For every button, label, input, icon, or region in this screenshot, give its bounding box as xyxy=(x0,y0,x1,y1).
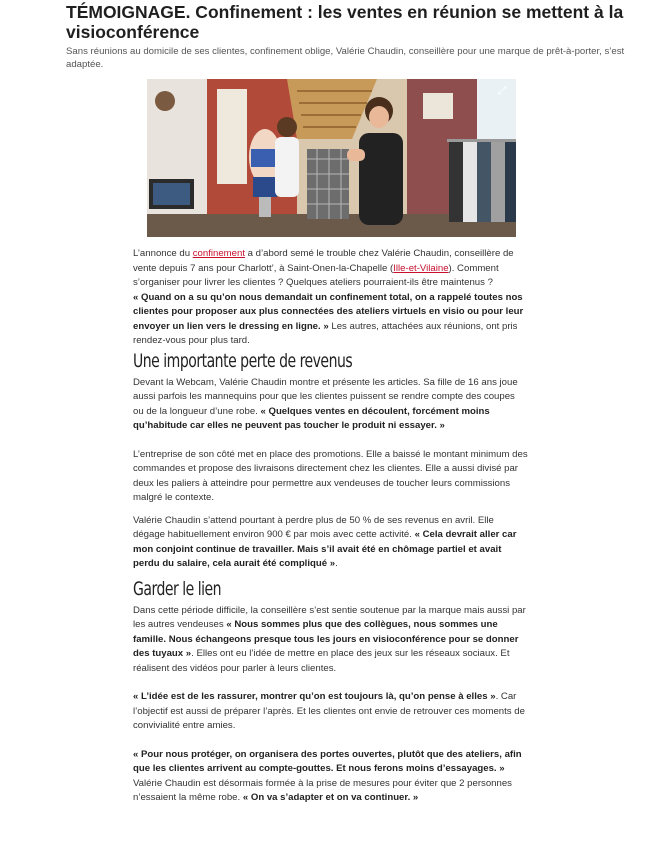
photo-illustration xyxy=(147,79,516,237)
p7-quote: « L’idée est de les rassurer, montrer qu’on est toujours là, qu’on pense à elles » xyxy=(133,691,496,702)
paragraph-6 xyxy=(133,604,528,677)
heading-wrapper-1 xyxy=(133,350,528,376)
section-heading-lien: Garder le lien xyxy=(133,577,222,600)
p8-quote-2: « On va s’adapter et on va continuer. » xyxy=(242,792,419,803)
paragraph-5 xyxy=(133,514,528,572)
p1-text-post: ). Comment s’organiser pour livrer les clientes ? Quelques ateliers pourraient-ils être maintenus ? xyxy=(133,262,499,288)
p2-quote: « Quand on a su qu’on nous demandait un confinement total, on a rappelé toutes nos clientes pour proposer aux plus connectées des ateliers virtuels en visio ou pour leur envoyer un lien vers le dressing en ligne. » xyxy=(133,291,524,332)
p6-text-rest: . Elles ont eu l’idée de mettre en place des jeux sur les réseaux sociaux. Et réalisent des vidéos pour parler à leurs clientes. xyxy=(133,648,510,674)
p5-quote: « Cela devrait aller car mon conjoint continue de travailler. Mais s’il avait été en chômage partiel et avait perdu du salaire, cela aurait été compliqué » xyxy=(133,529,517,569)
link-confinement[interactable]: confinement xyxy=(192,248,246,259)
link-ille-et-vilaine[interactable]: Ille-et-Vilaine xyxy=(393,262,449,274)
p5-end: . xyxy=(335,558,338,569)
paragraph-2 xyxy=(133,291,528,349)
p3-text: Devant la Webcam, Valérie Chaudin montre et présente les articles. Sa fille de 16 ans joue aussi parfois les mannequins pour que les clientes puissent se rendre compte des coupes ou de la longueur d’une robe. xyxy=(133,376,518,417)
article-lead: Sans réunions au domicile de ses clientes, confinement oblige, Valérie Chaudin, conseillère pour une marque de prêt-à-porter, s’est adaptée. xyxy=(66,46,625,70)
article-title: TÉMOIGNAGE. Confinement : les ventes en réunion se mettent à la visioconférence xyxy=(66,2,624,42)
heading-wrapper-2 xyxy=(133,578,528,604)
p1-text-mid: a d’abord semé le trouble chez Valérie Chaudin, conseillère de vente depuis 7 ans pour Charlott’, à Saint-Onen-la-Chapelle ( xyxy=(133,248,514,274)
paragraph-4: L’entreprise de son côté met en place des promotions. Elle a baissé le montant minimum des commandes et propose des livraisons directement chez les clientes. Elle a aussi divisé par deux les paliers à atteindre pour permettre aux vendeuses de toucher leurs commissions malgré le contexte. xyxy=(133,448,528,503)
p7-text: . Car l’objectif est aussi de préparer l’après. Et les clientes ont envie de retrouver ces moments de convivialité entre amies. xyxy=(133,691,525,731)
p8-text: Valérie Chaudin est désormais formée à la prise de mesures pour éviter que 2 personnes n’essaient la même robe. xyxy=(133,777,512,803)
paragraph-8 xyxy=(133,748,528,806)
paragraph-3 xyxy=(133,376,528,434)
p6-text: Dans cette période difficile, la conseillère s’est sentie soutenue par la marque mais aussi par les autres vendeuses xyxy=(133,604,526,630)
p6-quote: « Nous sommes plus que des collègues, nous sommes une famille. Nous échangeons presque tous les jours en visioconférence pour se donner des tuyaux » xyxy=(133,619,519,659)
section-heading-revenus: Une importante perte de revenus xyxy=(133,349,353,372)
paragraph-7 xyxy=(133,690,528,734)
p5-text: Valérie Chaudin s’attend pourtant à perdre plus de 50 % de ses revenus en avril. Elle dégage habituellement environ 900 € par mois avec cette activité. xyxy=(133,514,494,540)
article-body xyxy=(133,247,528,806)
paragraph-1 xyxy=(133,247,528,291)
p8-quote: « Pour nous protéger, on organisera des portes ouvertes, plutôt que des ateliers, afin que les clientes arrivent au compte-gouttes. Et nous ferons moins d’essayages. » xyxy=(133,748,522,774)
p2-text: Les autres, attachées aux réunions, ont pris rendez-vous pour plus tard. xyxy=(133,320,518,346)
article-photo[interactable] xyxy=(147,79,516,237)
p1-text-pre: L’annonce du xyxy=(133,248,193,259)
expand-icon[interactable]: ⤢ xyxy=(497,85,507,97)
p3-quote: « Quelques ventes en découlent, forcément moins qu’habitude car elles ne peuvent pas toucher le produit ni essayer. » xyxy=(133,405,490,431)
